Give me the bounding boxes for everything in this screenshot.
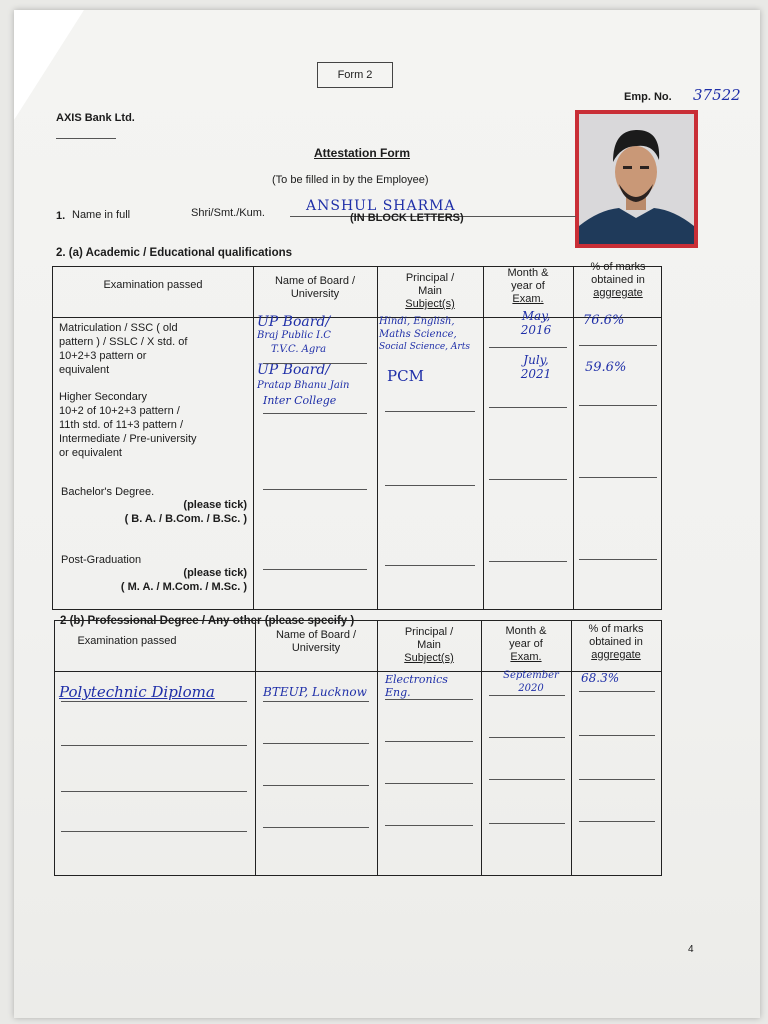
header-subject-line: Principal / — [405, 272, 455, 284]
exam-line: 10+2+3 pattern or — [59, 350, 147, 362]
header-marks-line: aggregate — [591, 649, 641, 661]
entry-line — [385, 825, 473, 826]
board-line: UP Board/ — [257, 362, 331, 378]
professional-marks: 68.3% — [581, 671, 620, 685]
header-subject-line: Principal / — [404, 626, 454, 638]
board-line: UP Board/ — [257, 314, 331, 330]
exam-line: Intermediate / Pre-university — [59, 433, 197, 445]
header-year-line: Month & — [505, 625, 547, 637]
row-bachelors-exam: Bachelor's Degree. — [61, 486, 155, 498]
header-year-line: Exam. — [510, 651, 542, 663]
entry-line — [579, 821, 655, 822]
exam-line: equivalent — [59, 364, 110, 376]
fill-note: (To be filled in by the Employee) — [272, 174, 429, 186]
block-letters-hint: (IN BLOCK LETTERS) — [350, 212, 464, 224]
entry-line — [263, 489, 367, 490]
exam-line: 10+2 of 10+2+3 pattern / — [59, 405, 180, 417]
header-marks-line: obtained in — [591, 274, 645, 286]
entry-line — [489, 695, 565, 696]
professional-table — [54, 620, 662, 876]
entry-line — [489, 779, 565, 780]
entry-line — [579, 735, 655, 736]
person-photo-icon — [579, 114, 694, 244]
subject-line: Hindi, English, — [379, 316, 455, 327]
row-bachelors-options: ( B. A. / B.Com. / B.Sc. ) — [124, 513, 247, 525]
header-exam: Examination passed — [103, 279, 203, 291]
name-section-number: 1. — [56, 210, 66, 222]
year-line: 2016 — [520, 323, 552, 337]
folded-corner — [14, 10, 84, 120]
header-marks — [571, 623, 661, 662]
col-divider — [253, 267, 254, 609]
entry-line — [385, 485, 475, 486]
full-name-value: ANSHUL SHARMA — [306, 198, 456, 214]
exam-line: or equivalent — [59, 447, 122, 459]
entry-line — [579, 477, 657, 478]
entry-line — [385, 741, 473, 742]
entry-line — [579, 405, 657, 406]
emp-no-value: 37522 — [693, 86, 741, 104]
name-label: Name in full — [72, 209, 131, 221]
entry-line — [489, 561, 567, 562]
header-marks-line: % of marks — [590, 261, 646, 273]
header-subject — [377, 626, 481, 665]
entry-line — [385, 783, 473, 784]
col-divider — [573, 267, 574, 609]
applicant-photo — [575, 110, 698, 248]
row-postgraduation-exam: Post-Graduation — [61, 554, 142, 566]
entry-line — [61, 745, 247, 746]
name-prefix: Shri/Smt./Kum. — [191, 207, 265, 219]
row-bachelors-tick: (please tick) — [183, 499, 247, 511]
header-year-line: year of — [509, 638, 543, 650]
entry-line — [579, 691, 655, 692]
board-line: T.V.C. Agra — [271, 344, 327, 355]
header-marks — [573, 261, 663, 300]
exam-line: pattern ) / SSLC / X std. of — [59, 336, 188, 348]
entry-line — [579, 779, 655, 780]
header-marks-line: aggregate — [593, 287, 643, 299]
header-board-line: Name of Board / — [275, 629, 357, 641]
entry-line — [263, 701, 369, 702]
entry-line — [385, 699, 473, 700]
entry-line — [385, 411, 475, 412]
form-label: Form 2 — [317, 62, 393, 88]
row-higher-secondary-exam — [59, 390, 251, 460]
header-board-line: University — [291, 642, 341, 654]
page-number: 4 — [688, 944, 694, 955]
row-higher-secondary-year — [499, 353, 573, 381]
entry-line — [263, 743, 369, 744]
entry-line — [61, 791, 247, 792]
row-higher-secondary-marks: 59.6% — [585, 360, 627, 375]
col-divider — [255, 621, 256, 875]
header-year-line: Month & — [507, 267, 549, 279]
row-postgraduation-options: ( M. A. / M.Com. / M.Sc. ) — [120, 581, 247, 593]
academic-table — [52, 261, 662, 610]
professional-exam: Polytechnic Diploma — [59, 683, 215, 701]
emp-no-label: Emp. No. — [624, 91, 672, 103]
bank-name-underline — [56, 138, 116, 139]
entry-line — [579, 345, 657, 346]
year-line: May, — [521, 309, 551, 323]
header-year-line: Exam. — [512, 293, 544, 305]
header-board-line: Name of Board / — [274, 275, 356, 287]
header-exam: Examination passed — [77, 635, 177, 647]
subject-line: Electronics — [385, 673, 448, 686]
entry-line — [579, 559, 657, 560]
row-matriculation-board — [257, 315, 377, 357]
row-postgraduation-tick: (please tick) — [183, 567, 247, 579]
header-subject-line: Main — [418, 285, 442, 297]
row-matriculation-marks: 76.6% — [583, 313, 625, 328]
exam-line: Higher Secondary — [59, 391, 148, 403]
entry-line — [263, 827, 369, 828]
header-board — [255, 629, 377, 655]
header-year — [481, 625, 571, 664]
entry-line — [263, 569, 367, 570]
row-matriculation-year — [499, 309, 573, 337]
professional-subject — [385, 673, 481, 699]
entry-line — [61, 831, 247, 832]
entry-line — [263, 785, 369, 786]
header-subject-line: Main — [417, 639, 441, 651]
header-board — [253, 275, 377, 301]
row-matriculation-subject — [379, 315, 483, 354]
year-line: September — [503, 670, 559, 681]
entry-line — [489, 347, 567, 348]
header-subject-line: Subject(s) — [405, 298, 455, 310]
year-line: 2021 — [520, 367, 552, 381]
exam-line: 11th std. of 11+3 pattern / — [59, 419, 184, 431]
entry-line — [489, 407, 567, 408]
professional-heading: 2 (b) Professional Degree / Any other (please specify ) — [60, 615, 355, 627]
header-subject-line: Subject(s) — [404, 652, 454, 664]
col-divider — [483, 267, 484, 609]
row-matriculation-exam — [59, 321, 251, 377]
row-higher-secondary-board — [257, 363, 377, 408]
col-divider — [377, 267, 378, 609]
professional-board: BTEUP, Lucknow — [263, 685, 367, 699]
board-line: Inter College — [263, 394, 337, 407]
academic-heading: 2. (a) Academic / Educational qualifications — [56, 247, 293, 259]
header-subject — [377, 272, 483, 311]
board-line: Pratap Bhanu Jain — [257, 380, 350, 391]
entry-line — [263, 363, 367, 364]
entry-line — [489, 737, 565, 738]
entry-line — [61, 701, 247, 702]
professional-year — [491, 669, 571, 695]
subject-line: Eng. — [385, 686, 411, 699]
entry-line — [263, 413, 367, 414]
row-higher-secondary-subject: PCM — [387, 367, 424, 385]
exam-line: Matriculation / SSC ( old — [59, 322, 178, 334]
header-board-line: University — [290, 288, 340, 300]
year-line: July, — [523, 353, 549, 367]
board-line: Braj Public I.C — [257, 330, 331, 341]
year-line: 2020 — [518, 683, 544, 694]
subject-line: Social Science, Arts — [379, 342, 470, 352]
entry-line — [385, 565, 475, 566]
subject-line: Maths Science, — [379, 329, 457, 340]
header-year-line: year of — [511, 280, 545, 292]
form-title: Attestation Form — [314, 146, 410, 160]
header-year — [483, 267, 573, 306]
entry-line — [489, 823, 565, 824]
header-marks-line: % of marks — [588, 623, 644, 635]
header-marks-line: obtained in — [589, 636, 643, 648]
entry-line — [489, 479, 567, 480]
bank-name: AXIS Bank Ltd. — [56, 112, 135, 124]
